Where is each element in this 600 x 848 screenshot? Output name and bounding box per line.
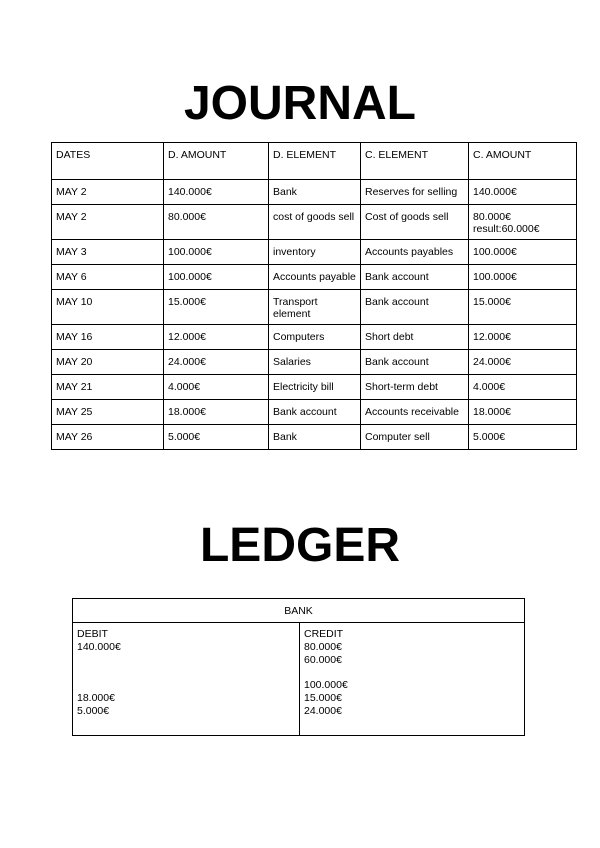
cell-credit-element: Accounts payables [361, 240, 469, 265]
cell-debit-element: Bank [269, 425, 361, 450]
debit-entry: 5.000€ [77, 704, 110, 717]
table-row [52, 375, 577, 400]
cell-credit-amount: 24.000€ [469, 350, 577, 375]
cell-credit-element: Cost of goods sell [361, 205, 469, 240]
ledger-columns [73, 623, 524, 735]
cell-credit-amount: 140.000€ [469, 180, 577, 205]
cell-credit-element: Bank account [361, 265, 469, 290]
debit-entry [77, 654, 295, 667]
cell-debit-element: cost of goods sell [269, 205, 361, 240]
cell-debit-element: Accounts payable [269, 265, 361, 290]
cell-date: MAY 20 [52, 350, 164, 375]
cell-debit-amount: 18.000€ [164, 400, 269, 425]
cell-date: MAY 2 [52, 205, 164, 240]
cell-date: MAY 10 [52, 290, 164, 325]
cell-debit-amount: 140.000€ [164, 180, 269, 205]
debit-entry [77, 666, 295, 679]
credit-label: CREDIT [304, 628, 344, 640]
cell-credit-element: Bank account [361, 350, 469, 375]
cell-credit-amount: 4.000€ [469, 375, 577, 400]
cell-debit-element: Bank [269, 180, 361, 205]
ledger-title: LEDGER [199, 519, 400, 572]
table-row [52, 425, 577, 450]
header-debit-amount: D. AMOUNT [164, 143, 269, 180]
journal-header-row [52, 143, 577, 180]
table-row [52, 240, 577, 265]
cell-credit-amount: 100.000€ [469, 240, 577, 265]
debit-entry: 140.000€ [77, 640, 121, 653]
cell-credit-amount: 15.000€ [469, 290, 577, 325]
cell-credit-amount: 5.000€ [469, 425, 577, 450]
cell-debit-amount: 24.000€ [164, 350, 269, 375]
cell-date: MAY 25 [52, 400, 164, 425]
cell-debit-element: inventory [269, 240, 361, 265]
cell-debit-element: Salaries [269, 350, 361, 375]
cell-date: MAY 26 [52, 425, 164, 450]
table-row [52, 290, 577, 325]
cell-debit-amount: 100.000€ [164, 240, 269, 265]
cell-date: MAY 2 [52, 180, 164, 205]
credit-entry: 100.000€ [304, 679, 348, 692]
credit-entry: 15.000€ [304, 691, 342, 704]
cell-debit-amount: 100.000€ [164, 265, 269, 290]
table-row [52, 400, 577, 425]
cell-debit-element: Computers [269, 325, 361, 350]
cell-credit-amount: 100.000€ [469, 265, 577, 290]
credit-entry [304, 666, 520, 679]
cell-debit-element: Electricity bill [269, 375, 361, 400]
cell-credit-element: Bank account [361, 290, 469, 325]
cell-date: MAY 16 [52, 325, 164, 350]
table-row [52, 205, 577, 240]
cell-debit-element: Transport element [269, 290, 361, 325]
debit-label: DEBIT [77, 628, 108, 640]
ledger-credit-column [300, 623, 524, 735]
cell-credit-element: Short-term debt [361, 375, 469, 400]
cell-debit-amount: 5.000€ [164, 425, 269, 450]
journal-table [51, 142, 577, 450]
ledger-t-account [72, 598, 525, 736]
cell-debit-element: Bank account [269, 400, 361, 425]
cell-credit-amount: 18.000€ [469, 400, 577, 425]
table-row [52, 180, 577, 205]
cell-credit-element: Reserves for selling [361, 180, 469, 205]
cell-debit-amount: 12.000€ [164, 325, 269, 350]
cell-credit-amount: 12.000€ [469, 325, 577, 350]
cell-date: MAY 6 [52, 265, 164, 290]
cell-credit-element: Computer sell [361, 425, 469, 450]
credit-amount-note: result:60.000€ [473, 223, 540, 235]
ledger-debit-column [73, 623, 300, 735]
credit-entry: 24.000€ [304, 704, 342, 717]
credit-amount-value: 80.000€ [473, 211, 511, 223]
cell-debit-amount: 4.000€ [164, 375, 269, 400]
cell-debit-amount: 15.000€ [164, 290, 269, 325]
journal-title: JOURNAL [183, 77, 416, 130]
header-dates: DATES [52, 143, 164, 180]
cell-credit-element: Short debt [361, 325, 469, 350]
ledger-account-name: BANK [73, 599, 524, 623]
cell-credit-element: Accounts receivable [361, 400, 469, 425]
cell-debit-amount: 80.000€ [164, 205, 269, 240]
header-credit-amount: C. AMOUNT [469, 143, 577, 180]
cell-date: MAY 21 [52, 375, 164, 400]
table-row [52, 265, 577, 290]
header-credit-element: C. ELEMENT [361, 143, 469, 180]
header-debit-element: D. ELEMENT [269, 143, 361, 180]
cell-date: MAY 3 [52, 240, 164, 265]
credit-entry: 60.000€ [304, 653, 342, 666]
table-row [52, 325, 577, 350]
credit-entry: 80.000€ [304, 640, 342, 653]
debit-entry: 18.000€ [77, 691, 115, 704]
cell-credit-amount [469, 205, 577, 240]
table-row [52, 350, 577, 375]
debit-entry [77, 679, 295, 692]
